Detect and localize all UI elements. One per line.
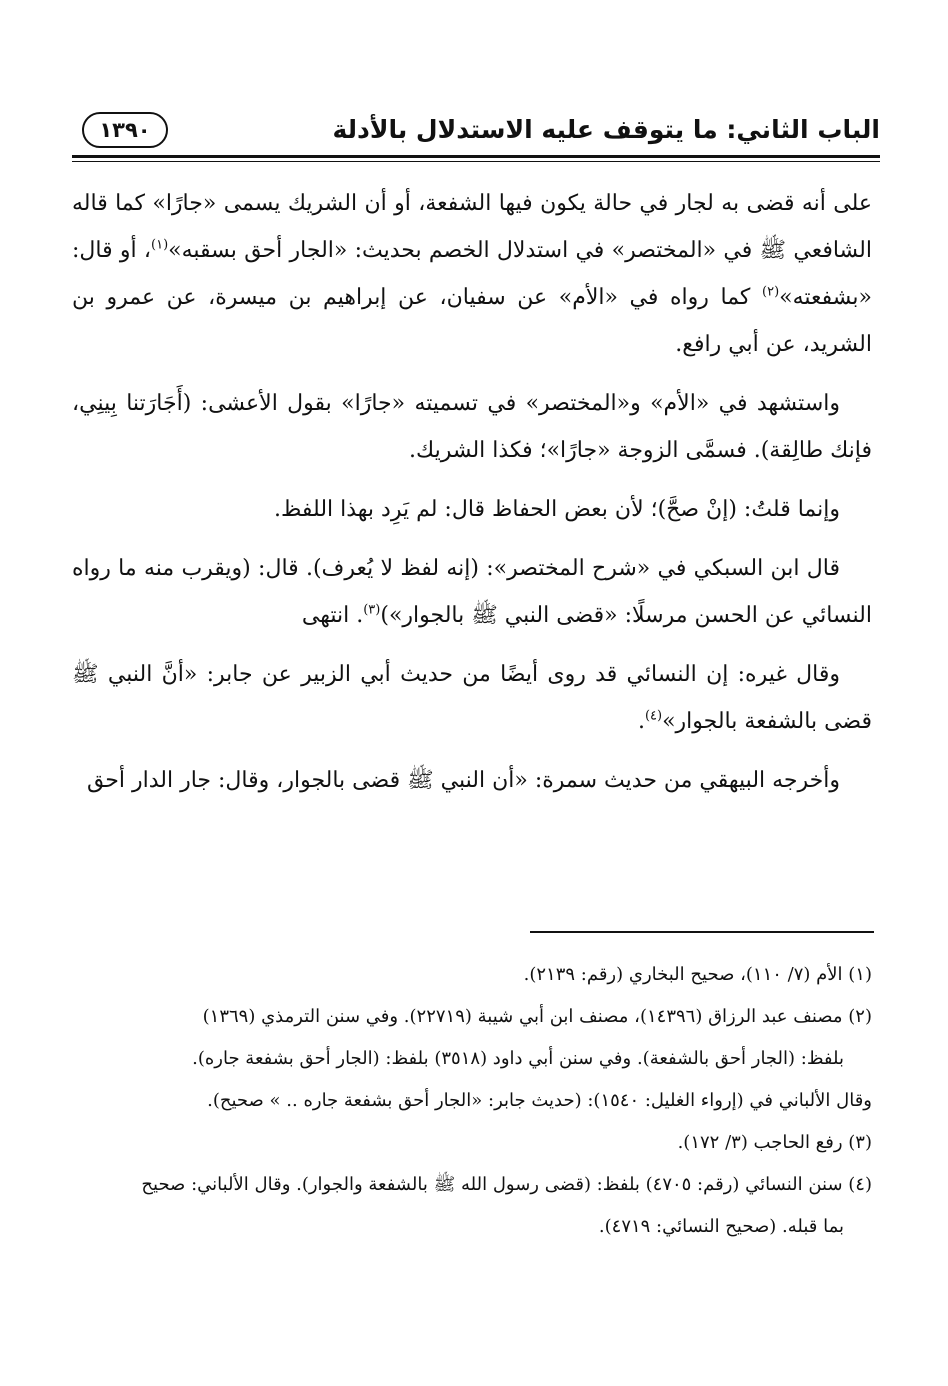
paragraph-2: واستشهد في «الأم» و«المختصر» في تسميته «جارًا» بقول الأعشى: (أَجَارَتنا بِينِي، فإنك طالِقة). فسمَّى الزوجة «جارًا»؛ فكذا الشريك. — [72, 391, 872, 463]
paragraph-1 — [72, 180, 872, 368]
footnote-ref-4[interactable]: (٤) — [644, 708, 663, 724]
paragraph-1-text-c: كما رواه في «الأم» عن سفيان، عن إبراهيم بن ميسرة، عن عمرو بن الشريد، عن أبي رافع. — [72, 285, 872, 357]
header-rule-thin — [72, 161, 880, 162]
page-header — [72, 110, 880, 154]
paragraph-4-text-b: . انتهى — [301, 603, 364, 628]
footnote-1: (١) الأم (٧/ ١١٠)، صحيح البخاري (رقم: ٢١٣٩). — [523, 964, 872, 985]
paragraph-4-text-a: قال ابن السبكي في «شرح المختصر»: (إنه لفظ لا يُعرف). قال: (ويقرب منه ما رواه النسائي عن الحسن مرسلًا: «قضى النبي ﷺ بالجوار») — [72, 556, 872, 628]
footnote-3: (٣) رفع الحاجب (٣/ ١٧٢). — [677, 1132, 872, 1153]
footnotes — [72, 958, 872, 1252]
page-number-badge: ١٣٩٠ — [82, 112, 168, 148]
footnote-separator — [530, 931, 874, 933]
paragraph-6: وأخرجه البيهقي من حديث سمرة: «أن النبي ﷺ قضى بالجوار، وقال: جار الدار أحق — [86, 768, 840, 793]
paragraph-5-text-b: . — [637, 709, 645, 734]
paragraph-1-text-a: على أنه قضى به لجار في حالة يكون فيها الشفعة، أو أن الشريك يسمى «جارًا» كما قاله الشافعي ﷺ في «المختصر» في استدلال الخصم بحديث: «الجار أحق بسقبه» — [72, 191, 872, 263]
footnote-ref-3[interactable]: (٣) — [363, 602, 381, 618]
paragraph-3: وإنما قلتُ: (إنْ صحَّ)؛ لأن بعض الحفاظ قال: لم يَرِد بهذا اللفظ. — [274, 497, 840, 522]
header-rule-thick — [72, 155, 880, 158]
footnote-4: (٤) سنن النسائي (رقم: ٤٧٠٥) بلفظ: (قضى رسول الله ﷺ بالشفعة والجوار). وقال الألباني: صحيح — [141, 1174, 872, 1195]
main-text — [72, 180, 872, 816]
chapter-title: الباب الثاني: ما يتوقف عليه الاستدلال بالأدلة — [332, 115, 880, 144]
paragraph-5-text-a: وقال غيره: إن النسائي قد روى أيضًا من حديث أبي الزبير عن جابر: «أنَّ النبي ﷺ قضى بالشفعة بالجوار» — [72, 662, 872, 734]
footnote-2-continued: بلفظ: (الجار أحق بالشفعة). وفي سنن أبي داود (٣٥١٨) بلفظ: (الجار أحق بشفعة جاره). — [192, 1048, 844, 1069]
footnote-2-albani: وقال الألباني في (إرواء الغليل: ١٥٤٠): (حديث جابر: «الجار أحق بشفعة جاره .. » صحيح). — [207, 1090, 872, 1111]
footnote-2: (٢) مصنف عبد الرزاق (١٤٣٩٦)، مصنف ابن أبي شيبة (٢٢٧١٩). وفي سنن الترمذي (١٣٦٩) — [202, 1006, 872, 1027]
footnote-4-continued: بما قبله. (صحيح النسائي: ٤٧١٩). — [598, 1216, 844, 1237]
paragraph-5 — [72, 651, 872, 745]
paragraph-4 — [72, 545, 872, 639]
paragraph-1-text-b: ، أو قال: «بشفعته» — [72, 238, 872, 310]
footnote-ref-2[interactable]: (٢) — [762, 284, 780, 300]
footnote-ref-1[interactable]: (١) — [151, 237, 169, 253]
